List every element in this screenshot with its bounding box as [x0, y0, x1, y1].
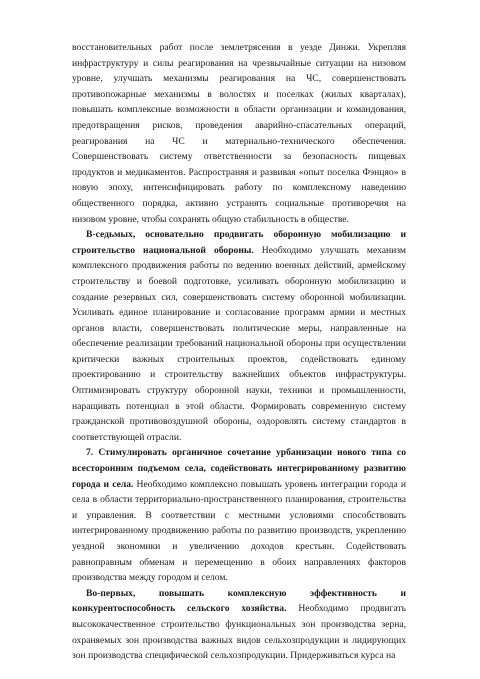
- text-run: органов власти, совершенствовать политические меры, направленные на: [72, 322, 406, 334]
- text-run: равноправным обменам и перемещению в обоих направлениях факторов: [72, 556, 406, 568]
- text-line: [72, 508, 406, 524]
- bold-text-run: В-седьмых, основательно продвигать оборонную мобилизацию и: [86, 229, 406, 241]
- text-run: уездной экономики и увеличению доходов крестьян. Содействовать: [72, 541, 406, 552]
- text-run: повышать комплексные возможности в области организации и командования,: [72, 104, 406, 116]
- text-run: Совершенствовать систему ответственности за безопасность пищевых: [72, 151, 406, 163]
- text-line: [72, 414, 406, 430]
- text-line: [72, 539, 406, 555]
- bold-text-run: строительство национальной обороны.: [72, 244, 254, 256]
- text-line: [72, 648, 406, 664]
- text-run: зон производства специфической сельхозпродукции. Придерживаться курса на: [72, 650, 396, 662]
- text-line: [72, 56, 406, 72]
- text-line: [72, 87, 406, 103]
- text-run: предотвращения рисков, проведения аварийно-спасательных операций,: [72, 119, 406, 131]
- text-line: [72, 274, 406, 290]
- text-line: [72, 321, 406, 337]
- text-line: [72, 461, 406, 477]
- text-run: уровне, улучшать механизмы реагирования на ЧС, совершенствовать: [72, 73, 406, 85]
- text-run: производства между городом и селом.: [72, 572, 228, 584]
- paragraph: [72, 40, 406, 227]
- paragraph: [72, 586, 406, 664]
- text-line: [72, 243, 406, 259]
- paragraph: [72, 227, 406, 445]
- text-line: [72, 555, 406, 571]
- text-run: критически важных строительных проектов, содействовать единому: [72, 353, 406, 365]
- text-line: [72, 570, 406, 586]
- text-line: [72, 477, 406, 493]
- text-run: проектированию и строительству важнейших объектов инфраструктуры.: [72, 369, 406, 381]
- text-line: [72, 617, 406, 633]
- text-run: и управления. В соответствии с местными условиями способствовать: [72, 509, 406, 521]
- text-line: [72, 212, 406, 228]
- text-run: наращивать потенциал в этой области. Формировать современную систему: [72, 400, 406, 412]
- text-line: [72, 586, 406, 602]
- text-line: [72, 258, 406, 274]
- text-run: гражданской противовоздушной обороны, оздоровлять систему стандартов в: [72, 416, 406, 428]
- text-run: общественного порядка, активно устранять социальные противоречия на: [72, 197, 406, 209]
- bold-text-run: Во-первых, повышать комплексную эффективность и: [86, 587, 406, 599]
- text-line: [72, 352, 406, 368]
- text-line: [72, 165, 406, 181]
- text-run: Необходимо продвигать: [286, 603, 406, 615]
- text-run: Необходимо комплексно повышать уровень интеграции города и: [133, 478, 406, 490]
- text-run: комплексного продвижения работы по ведению военных действий, армейскому: [72, 260, 406, 272]
- text-run: соответствующей отрасли.: [72, 431, 182, 443]
- text-run: интегрированному продвижению работы по развитию производств, укреплению: [72, 525, 406, 537]
- text-line: [72, 40, 406, 56]
- text-run: строительству и боевой подготовке, усиливать оборонную мобилизацию и: [72, 275, 406, 287]
- text-line: [72, 523, 406, 539]
- text-run: новую эпоху, интенсифицировать работу по комплексному наведению: [72, 182, 406, 194]
- text-line: [72, 445, 406, 461]
- text-run: Усиливать единое планирование и согласование программ армии и местных: [72, 307, 406, 319]
- text-line: [72, 149, 406, 165]
- paragraph: [72, 445, 406, 585]
- text-line: [72, 134, 406, 150]
- text-run: продуктов и медикаментов. Распространяя и развивая «опыт поселка Фэнцяо» в: [72, 166, 406, 178]
- bold-text-run: всесторонним подъемом села, содействовать интегрированному развитию: [72, 463, 406, 475]
- document-body: [72, 40, 406, 664]
- text-run: инфраструктуру и силы реагирования на чрезвычайные ситуации на низовом: [72, 57, 406, 69]
- text-run: охраняемых зон производства важных видов сельхозпродукции и лидирующих: [72, 634, 406, 646]
- text-run: высококачественное строительство функциональных зон производства зерна,: [72, 618, 406, 630]
- text-run: села в области территориально-пространственного планирования, строительства: [72, 494, 406, 506]
- text-line: [72, 102, 406, 118]
- bold-text-run: конкурентоспособность сельского хозяйства.: [72, 603, 287, 615]
- text-run: восстановительных работ после землетрясения в уезде Динжи. Укрепляя: [72, 42, 406, 53]
- text-line: [72, 367, 406, 383]
- text-line: [72, 305, 406, 321]
- text-line: [72, 227, 406, 243]
- bold-text-run: 7. Стимулировать органичное сочетание урбанизации нового типа со: [86, 447, 406, 459]
- text-line: [72, 336, 406, 352]
- text-line: [72, 492, 406, 508]
- text-line: [72, 383, 406, 399]
- text-run: создание резервных сил, совершенствовать систему оборонной мобилизации.: [72, 291, 406, 303]
- text-line: [72, 601, 406, 617]
- text-run: реагирования на ЧС и материально-технического обеспечения.: [72, 135, 406, 147]
- text-line: [72, 633, 406, 649]
- text-line: [72, 180, 406, 196]
- text-line: [72, 430, 406, 446]
- text-line: [72, 399, 406, 415]
- text-run: Оптимизировать структуру оборонной науки, техники и промышленности,: [72, 385, 406, 397]
- text-line: [72, 71, 406, 87]
- text-line: [72, 290, 406, 306]
- text-run: обеспечение реализации требований национальной обороны при осуществлении: [72, 338, 406, 350]
- text-line: [72, 118, 406, 134]
- bold-text-run: города и села.: [72, 478, 134, 490]
- text-line: [72, 196, 406, 212]
- text-run: противопожарные механизмы в волостях и поселках (жилых кварталах),: [72, 88, 406, 100]
- text-run: Необходимо улучшать механизм: [253, 244, 406, 256]
- text-run: низовом уровне, чтобы сохранять общую стабильность в обществе.: [72, 213, 349, 225]
